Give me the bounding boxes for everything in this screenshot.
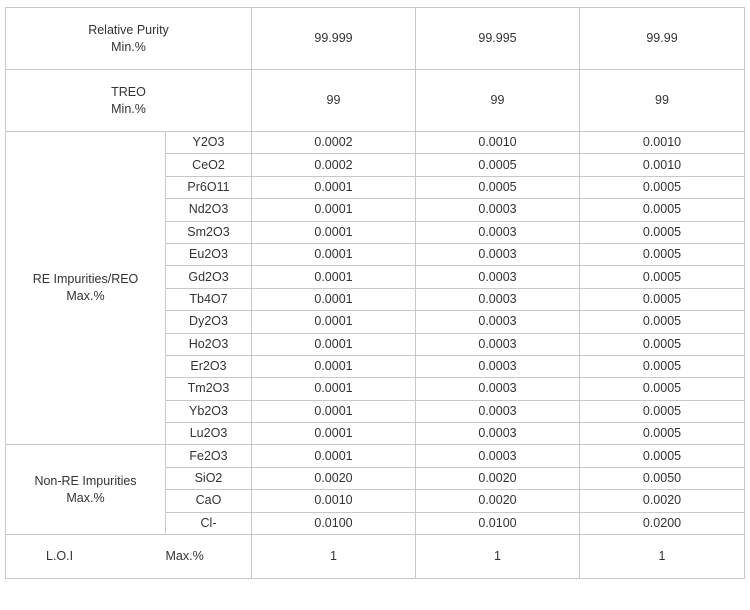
purity-grade-2: 99.995 — [416, 8, 580, 70]
impurity-value: 0.0002 — [252, 132, 416, 154]
impurity-value: 0.0003 — [416, 423, 580, 445]
treo-value-2: 99 — [416, 70, 580, 132]
impurity-value: 0.0020 — [416, 467, 580, 489]
loi-label: L.O.I — [6, 535, 166, 579]
impurity-value: 0.0010 — [416, 132, 580, 154]
impurity-value: 0.0005 — [416, 154, 580, 176]
loi-value: 1 — [252, 535, 416, 579]
non-re-impurities-row — [6, 445, 745, 467]
impurity-value: 0.0001 — [252, 378, 416, 400]
compound-name: Nd2O3 — [166, 199, 252, 221]
compound-name: Y2O3 — [166, 132, 252, 154]
compound-name: CaO — [166, 490, 252, 512]
loi-value: 1 — [580, 535, 745, 579]
impurity-value: 0.0003 — [416, 288, 580, 310]
impurity-value: 0.0005 — [580, 221, 745, 243]
purity-grade-3: 99.99 — [580, 8, 745, 70]
impurity-value: 0.0010 — [580, 132, 745, 154]
compound-name: Dy2O3 — [166, 311, 252, 333]
compound-name: Tm2O3 — [166, 378, 252, 400]
compound-name: Cl- — [166, 512, 252, 534]
impurity-value: 0.0001 — [252, 355, 416, 377]
impurity-value: 0.0001 — [252, 423, 416, 445]
impurity-value: 0.0005 — [580, 333, 745, 355]
compound-name: SiO2 — [166, 467, 252, 489]
impurity-value: 0.0010 — [252, 490, 416, 512]
impurity-value: 0.0002 — [252, 154, 416, 176]
compound-name: Er2O3 — [166, 355, 252, 377]
relative-purity-row — [6, 8, 745, 70]
impurity-value: 0.0020 — [580, 490, 745, 512]
compound-name: Yb2O3 — [166, 400, 252, 422]
impurity-value: 0.0003 — [416, 199, 580, 221]
re-impurities-label: RE Impurities/REO Max.% — [6, 132, 166, 445]
impurity-value: 0.0003 — [416, 445, 580, 467]
compound-name: Eu2O3 — [166, 243, 252, 265]
impurity-value: 0.0005 — [580, 445, 745, 467]
loi-value: 1 — [416, 535, 580, 579]
compound-name: Ho2O3 — [166, 333, 252, 355]
compound-name: Gd2O3 — [166, 266, 252, 288]
impurity-value: 0.0003 — [416, 333, 580, 355]
impurity-value: 0.0003 — [416, 221, 580, 243]
non-re-impurities-label: Non-RE Impurities Max.% — [6, 445, 166, 535]
specification-table — [5, 7, 745, 579]
impurity-value: 0.0050 — [580, 467, 745, 489]
impurity-value: 0.0003 — [416, 355, 580, 377]
impurity-value: 0.0001 — [252, 266, 416, 288]
re-impurities-row — [6, 132, 745, 154]
impurity-value: 0.0100 — [416, 512, 580, 534]
impurity-value: 0.0003 — [416, 378, 580, 400]
impurity-value: 0.0001 — [252, 288, 416, 310]
impurity-value: 0.0020 — [416, 490, 580, 512]
impurity-value: 0.0003 — [416, 400, 580, 422]
impurity-value: 0.0005 — [580, 378, 745, 400]
loi-unit: Max.% — [166, 535, 252, 579]
impurity-value: 0.0005 — [580, 199, 745, 221]
impurity-value: 0.0005 — [580, 423, 745, 445]
compound-name: Sm2O3 — [166, 221, 252, 243]
loi-row — [6, 535, 745, 579]
impurity-value: 0.0001 — [252, 243, 416, 265]
impurity-value: 0.0001 — [252, 199, 416, 221]
impurity-value: 0.0005 — [580, 176, 745, 198]
impurity-value: 0.0003 — [416, 243, 580, 265]
compound-name: Lu2O3 — [166, 423, 252, 445]
treo-label: TREO Min.% — [6, 70, 252, 132]
treo-value-1: 99 — [252, 70, 416, 132]
compound-name: CeO2 — [166, 154, 252, 176]
impurity-value: 0.0001 — [252, 445, 416, 467]
impurity-value: 0.0005 — [580, 400, 745, 422]
impurity-value: 0.0200 — [580, 512, 745, 534]
impurity-value: 0.0001 — [252, 400, 416, 422]
impurity-value: 0.0005 — [580, 243, 745, 265]
impurity-value: 0.0001 — [252, 333, 416, 355]
impurity-value: 0.0100 — [252, 512, 416, 534]
impurity-value: 0.0001 — [252, 311, 416, 333]
impurity-value: 0.0005 — [416, 176, 580, 198]
compound-name: Pr6O11 — [166, 176, 252, 198]
treo-row — [6, 70, 745, 132]
compound-name: Fe2O3 — [166, 445, 252, 467]
relative-purity-label: Relative Purity Min.% — [6, 8, 252, 70]
treo-value-3: 99 — [580, 70, 745, 132]
impurity-value: 0.0020 — [252, 467, 416, 489]
impurity-value: 0.0005 — [580, 266, 745, 288]
impurity-value: 0.0001 — [252, 221, 416, 243]
impurity-value: 0.0001 — [252, 176, 416, 198]
impurity-value: 0.0005 — [580, 311, 745, 333]
compound-name: Tb4O7 — [166, 288, 252, 310]
impurity-value: 0.0003 — [416, 266, 580, 288]
impurity-value: 0.0005 — [580, 355, 745, 377]
impurity-value: 0.0005 — [580, 288, 745, 310]
impurity-value: 0.0003 — [416, 311, 580, 333]
purity-grade-1: 99.999 — [252, 8, 416, 70]
impurity-value: 0.0010 — [580, 154, 745, 176]
